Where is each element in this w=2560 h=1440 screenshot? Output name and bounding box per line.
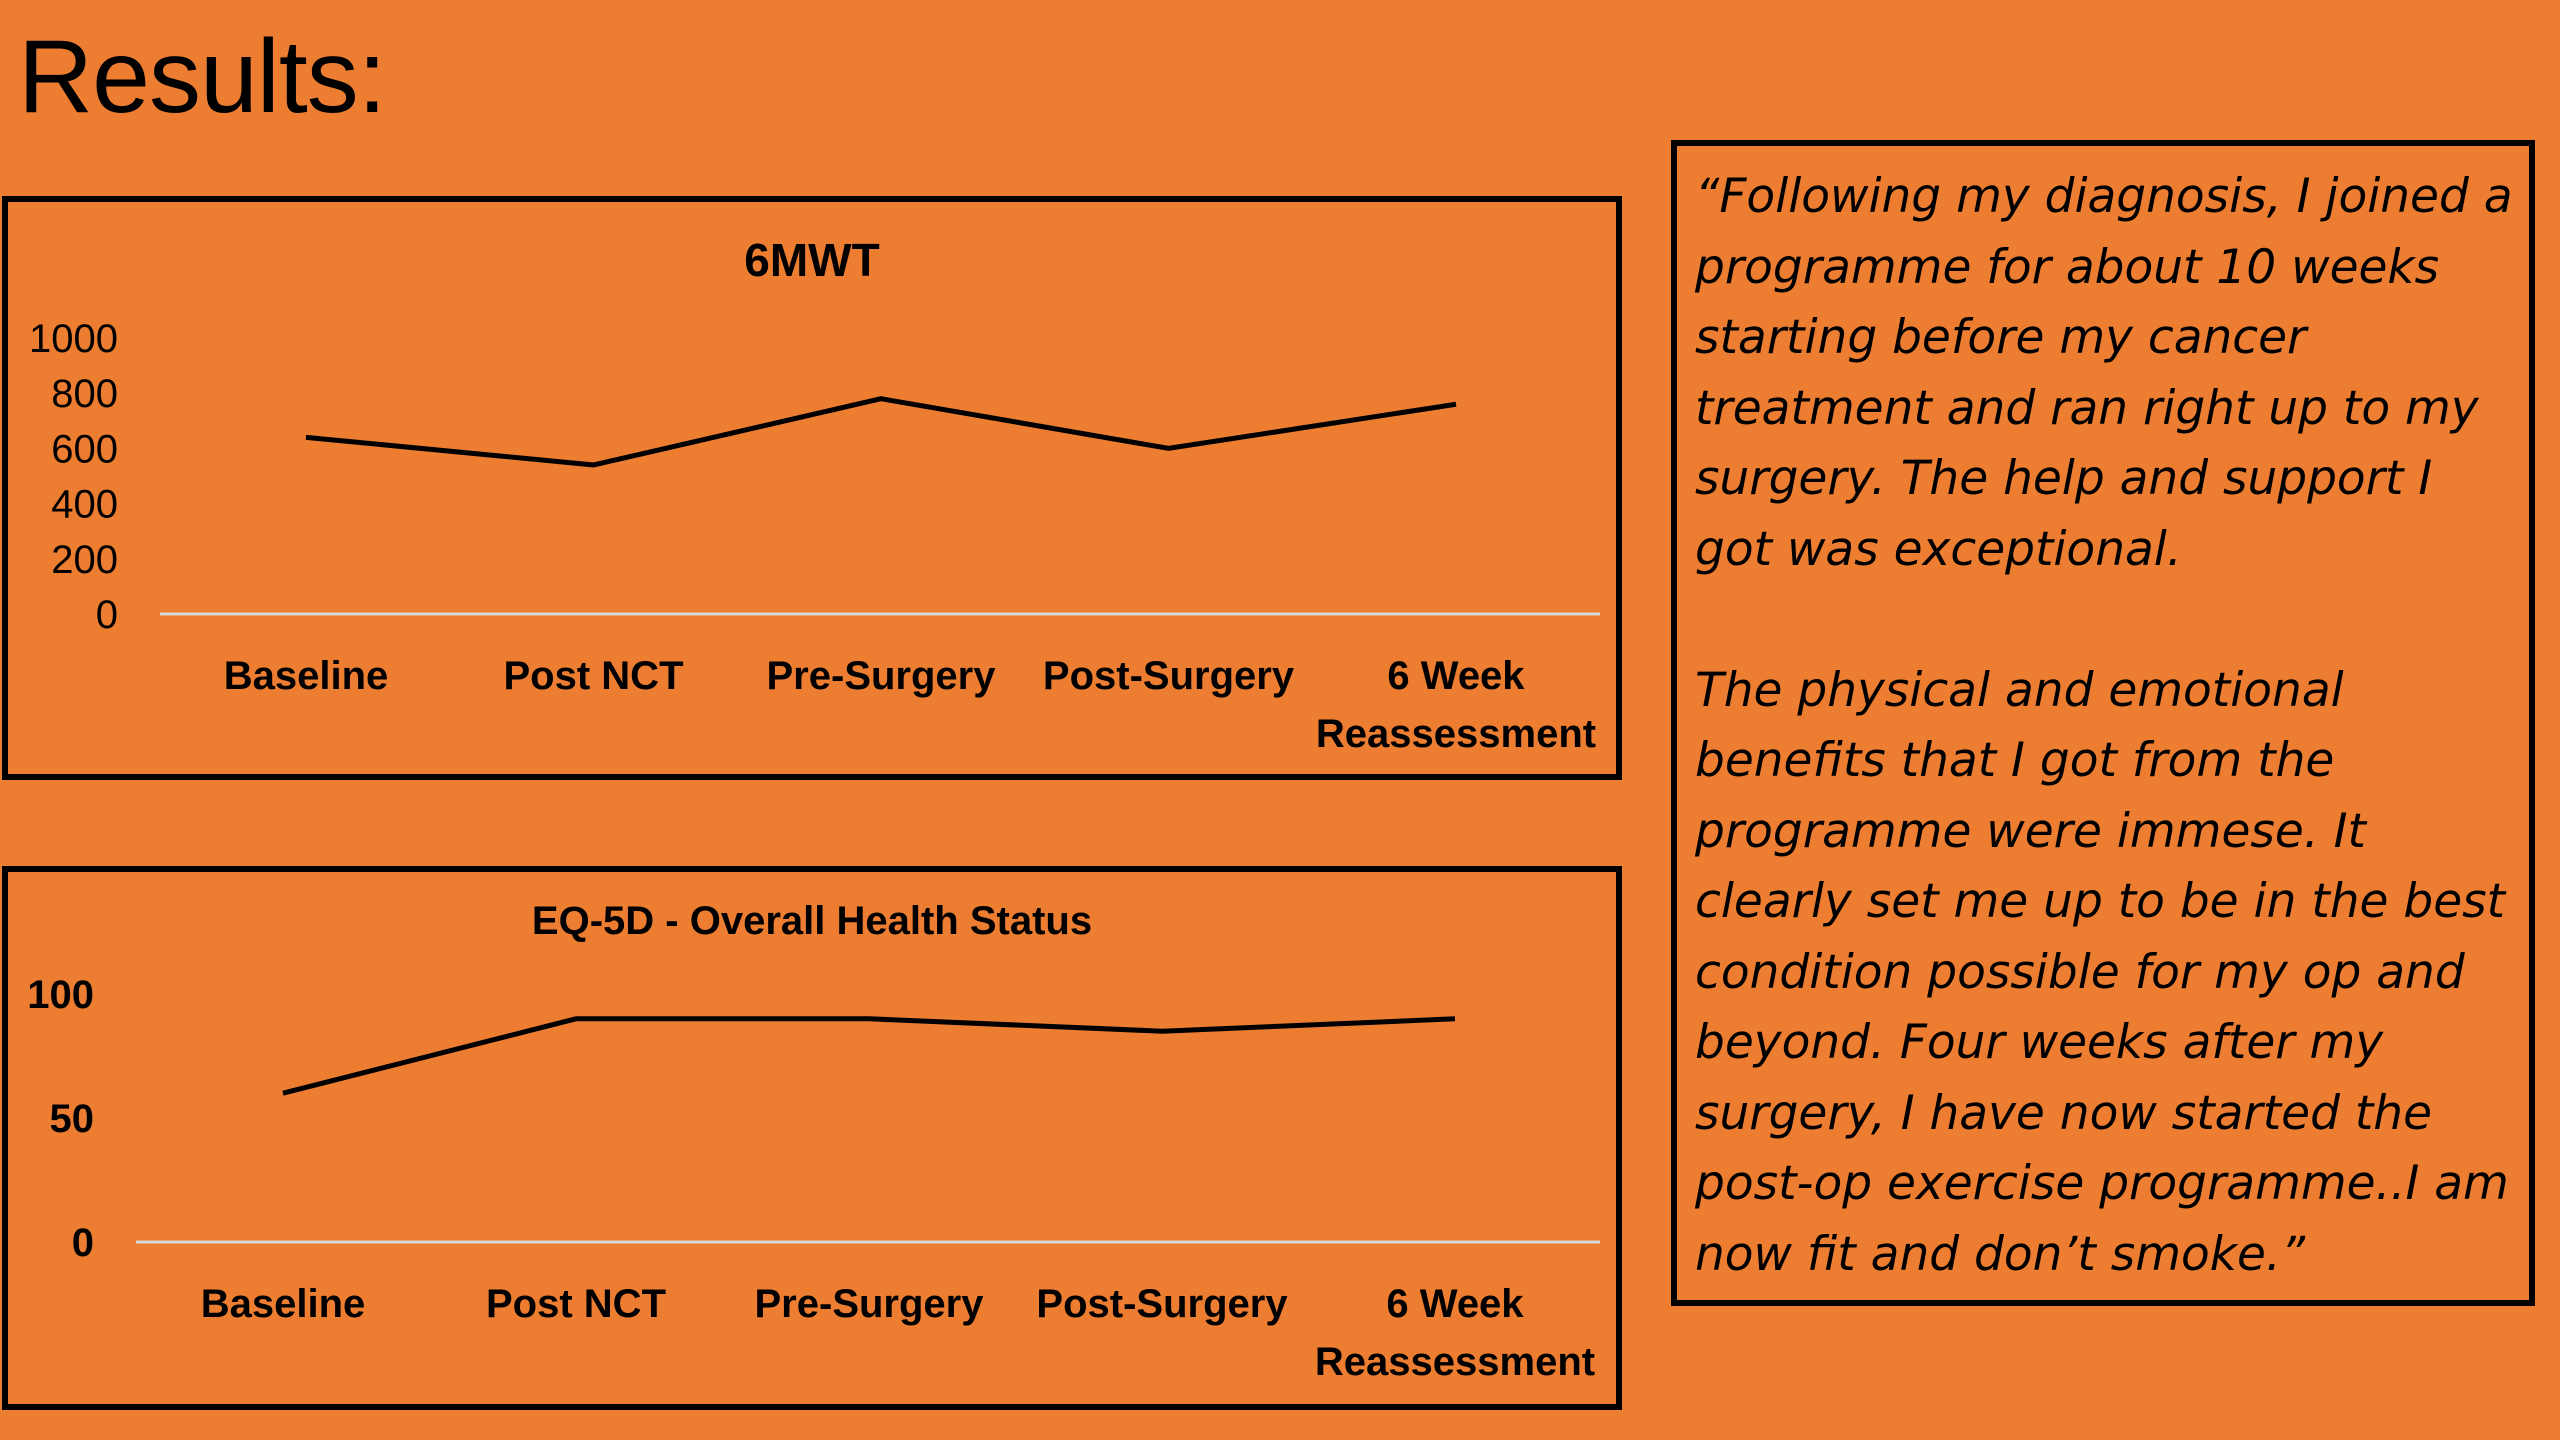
- chart-eq5d-svg: [8, 872, 1616, 1404]
- chart-1-x-tick-4: 6 Week Reassessment: [1315, 654, 1597, 756]
- chart-1-y-tick-2: 400: [51, 482, 118, 527]
- chart-1-series-0-line: [306, 399, 1456, 465]
- chart-2-x-tick-2: Pre-Surgery: [754, 1282, 984, 1326]
- chart-1-x-tick-0: Baseline: [223, 654, 389, 698]
- chart-6mwt: [2, 196, 1622, 780]
- chart-1-y-tick-3: 600: [51, 427, 118, 472]
- chart-2-x-tick-0: Baseline: [200, 1282, 366, 1326]
- page-title: Results:: [18, 19, 386, 135]
- chart-1-y-tick-1: 200: [51, 537, 118, 582]
- chart-2-x-tick-4: 6 Week Reassessment: [1314, 1282, 1596, 1384]
- chart-2-title: EQ-5D - Overall Health Status: [531, 899, 1093, 943]
- chart-2-y-tick-1: 50: [49, 1097, 94, 1141]
- patient-quote: [1671, 140, 2535, 1306]
- chart-1-x-tick-2: Pre-Surgery: [766, 654, 996, 698]
- chart-2-y-tick-0: 0: [71, 1221, 94, 1265]
- quote-paragraph-1: “Following my diagnosis, I joined a programme for about 10 weeks starting before my cancer treatment and ran right up to my surgery. The help and support I got was exceptional.: [1695, 169, 2513, 577]
- chart-eq5d: [2, 866, 1622, 1410]
- quote-paragraph-2: The physical and emotional benefits that I got from the programme were immese. It clearly set me up to be in the best condition possible for my op and beyond. Four weeks after my surgery, I have now started the post-op exercise programme..I am now fit and don’t smoke.”: [1695, 662, 2509, 1282]
- chart-1-x-tick-3: Post-Surgery: [1042, 654, 1295, 698]
- chart-1-y-tick-5: 1000: [29, 317, 118, 361]
- chart-2-x-tick-1: Post NCT: [486, 1282, 666, 1326]
- chart-1-y-tick-4: 800: [51, 372, 118, 417]
- chart-2-x-tick-3: Post-Surgery: [1036, 1282, 1288, 1326]
- chart-1-title: 6MWT: [744, 234, 880, 286]
- chart-1-x-tick-1: Post NCT: [503, 654, 684, 698]
- chart-2-y-tick-2: 100: [27, 973, 94, 1017]
- chart-2-series-0-line: [283, 1019, 1455, 1093]
- chart-6mwt-svg: [8, 202, 1616, 774]
- chart-1-y-tick-0: 0: [95, 593, 118, 637]
